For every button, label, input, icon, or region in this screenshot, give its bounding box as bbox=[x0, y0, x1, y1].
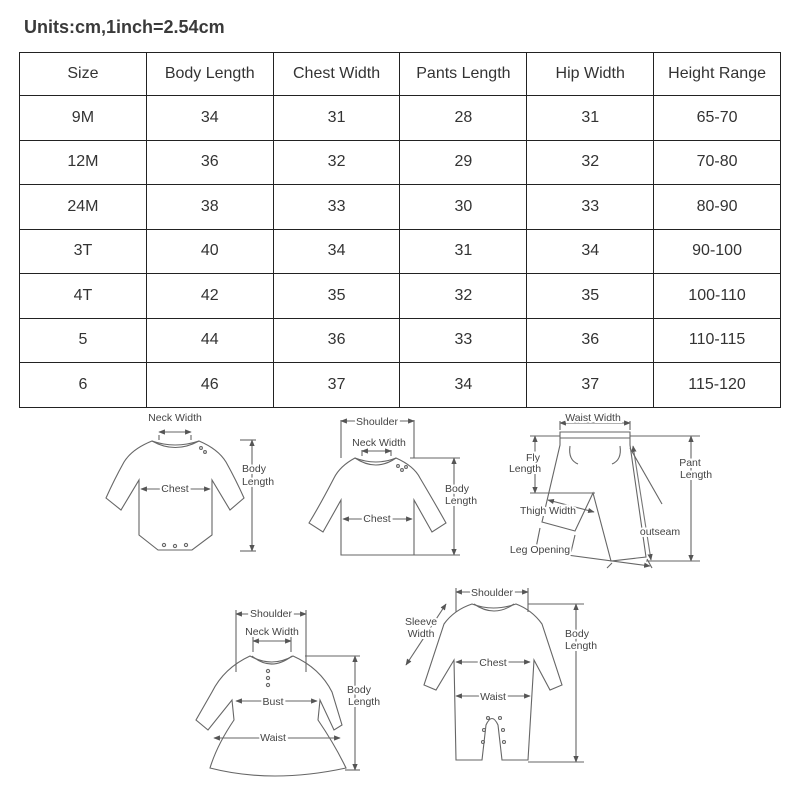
table-cell: 37 bbox=[527, 363, 654, 408]
table-cell: 34 bbox=[273, 229, 400, 274]
bodysuit-length-label-1: Body bbox=[242, 463, 266, 475]
pants-fly-label-2: Length bbox=[508, 463, 542, 475]
table-cell: 4T bbox=[20, 274, 147, 319]
table-cell: 33 bbox=[273, 185, 400, 230]
table-cell: 29 bbox=[400, 140, 527, 185]
table-row bbox=[20, 318, 781, 363]
table-cell: 9M bbox=[20, 96, 147, 141]
table-cell: 28 bbox=[400, 96, 527, 141]
units-note: Units:cm,1inch=2.54cm bbox=[24, 17, 225, 37]
column-header: Hip Width bbox=[527, 53, 654, 96]
table-row bbox=[20, 140, 781, 185]
column-header: Size bbox=[20, 53, 147, 96]
table-cell: 36 bbox=[273, 318, 400, 363]
table-cell: 35 bbox=[273, 274, 400, 319]
romper-shoulder-label: Shoulder bbox=[470, 587, 514, 599]
table-row bbox=[20, 185, 781, 230]
table-row bbox=[20, 363, 781, 408]
romper-sleeve-label-1: Sleeve bbox=[404, 616, 438, 628]
table-cell: 30 bbox=[400, 185, 527, 230]
table-cell: 33 bbox=[400, 318, 527, 363]
dress-length-label-1: Body bbox=[347, 684, 371, 696]
table-cell: 36 bbox=[146, 140, 273, 185]
table-cell: 65-70 bbox=[654, 96, 781, 141]
pants-waist-label: Waist Width bbox=[565, 412, 621, 424]
table-cell: 100-110 bbox=[654, 274, 781, 319]
romper-waist-label: Waist bbox=[480, 691, 506, 703]
pants-leg-opening-label: Leg Opening bbox=[509, 544, 571, 556]
table-cell: 90-100 bbox=[654, 229, 781, 274]
table-header-row bbox=[20, 53, 781, 96]
table-cell: 31 bbox=[273, 96, 400, 141]
column-header: Chest Width bbox=[273, 53, 400, 96]
table-cell: 33 bbox=[527, 185, 654, 230]
pants-outseam-arrow bbox=[633, 446, 651, 560]
table-cell: 115-120 bbox=[654, 363, 781, 408]
top-neck-label: Neck Width bbox=[352, 437, 406, 449]
romper-diagram bbox=[406, 588, 584, 762]
bodysuit-neck-label: Neck Width bbox=[148, 412, 202, 424]
table-cell: 32 bbox=[400, 274, 527, 319]
table-cell: 35 bbox=[527, 274, 654, 319]
top-shoulder-label: Shoulder bbox=[355, 416, 399, 428]
table-cell: 44 bbox=[146, 318, 273, 363]
romper-length-label-1: Body bbox=[565, 628, 589, 640]
table-cell: 24M bbox=[20, 185, 147, 230]
table-cell: 31 bbox=[527, 96, 654, 141]
column-header: Body Length bbox=[146, 53, 273, 96]
pants-length-label-2: Length bbox=[679, 469, 713, 481]
pants-fly-label-1: Fly bbox=[526, 452, 540, 464]
dress-length-label-2: Length bbox=[347, 696, 381, 708]
table-cell: 40 bbox=[146, 229, 273, 274]
table-row bbox=[20, 274, 781, 319]
table-cell: 31 bbox=[400, 229, 527, 274]
pants-thigh-label: Thigh Width bbox=[519, 505, 577, 517]
table-cell: 80-90 bbox=[654, 185, 781, 230]
size-chart-table bbox=[19, 52, 781, 408]
table-cell: 34 bbox=[400, 363, 527, 408]
dress-outline bbox=[196, 656, 346, 776]
dress-neck-label: Neck Width bbox=[245, 626, 299, 638]
table-cell: 42 bbox=[146, 274, 273, 319]
bodysuit-chest-label: Chest bbox=[161, 483, 189, 495]
romper-chest-label: Chest bbox=[479, 657, 507, 669]
table-cell: 36 bbox=[527, 318, 654, 363]
column-header: Pants Length bbox=[400, 53, 527, 96]
table-row bbox=[20, 229, 781, 274]
bodysuit-length-label-2: Length bbox=[241, 476, 275, 488]
romper-outline bbox=[424, 604, 562, 760]
table-cell: 46 bbox=[146, 363, 273, 408]
table-cell: 38 bbox=[146, 185, 273, 230]
table-cell: 32 bbox=[273, 140, 400, 185]
pants-outline bbox=[542, 432, 646, 561]
dress-bust-label: Bust bbox=[262, 696, 284, 708]
pants-outseam-label: outseam bbox=[639, 526, 681, 538]
table-cell: 34 bbox=[146, 96, 273, 141]
table-cell: 6 bbox=[20, 363, 147, 408]
table-cell: 32 bbox=[527, 140, 654, 185]
table-cell: 12M bbox=[20, 140, 147, 185]
table-cell: 5 bbox=[20, 318, 147, 363]
table-cell: 70-80 bbox=[654, 140, 781, 185]
top-length-label-1: Body bbox=[445, 483, 469, 495]
table-cell: 3T bbox=[20, 229, 147, 274]
romper-length-label-2: Length bbox=[564, 640, 598, 652]
dress-waist-label: Waist bbox=[260, 732, 286, 744]
table-row bbox=[20, 96, 781, 141]
bodysuit-outline bbox=[106, 441, 244, 550]
column-header: Height Range bbox=[654, 53, 781, 96]
table-cell: 110-115 bbox=[654, 318, 781, 363]
top-length-label-2: Length bbox=[444, 495, 478, 507]
romper-sleeve-label-2: Width bbox=[407, 628, 435, 640]
table-cell: 37 bbox=[273, 363, 400, 408]
top-outline bbox=[309, 458, 446, 555]
table-cell: 34 bbox=[527, 229, 654, 274]
measurement-diagrams bbox=[0, 405, 800, 800]
pants-length-label-1: Pant bbox=[679, 457, 701, 469]
dress-shoulder-label: Shoulder bbox=[249, 608, 293, 620]
top-chest-label: Chest bbox=[363, 513, 391, 525]
